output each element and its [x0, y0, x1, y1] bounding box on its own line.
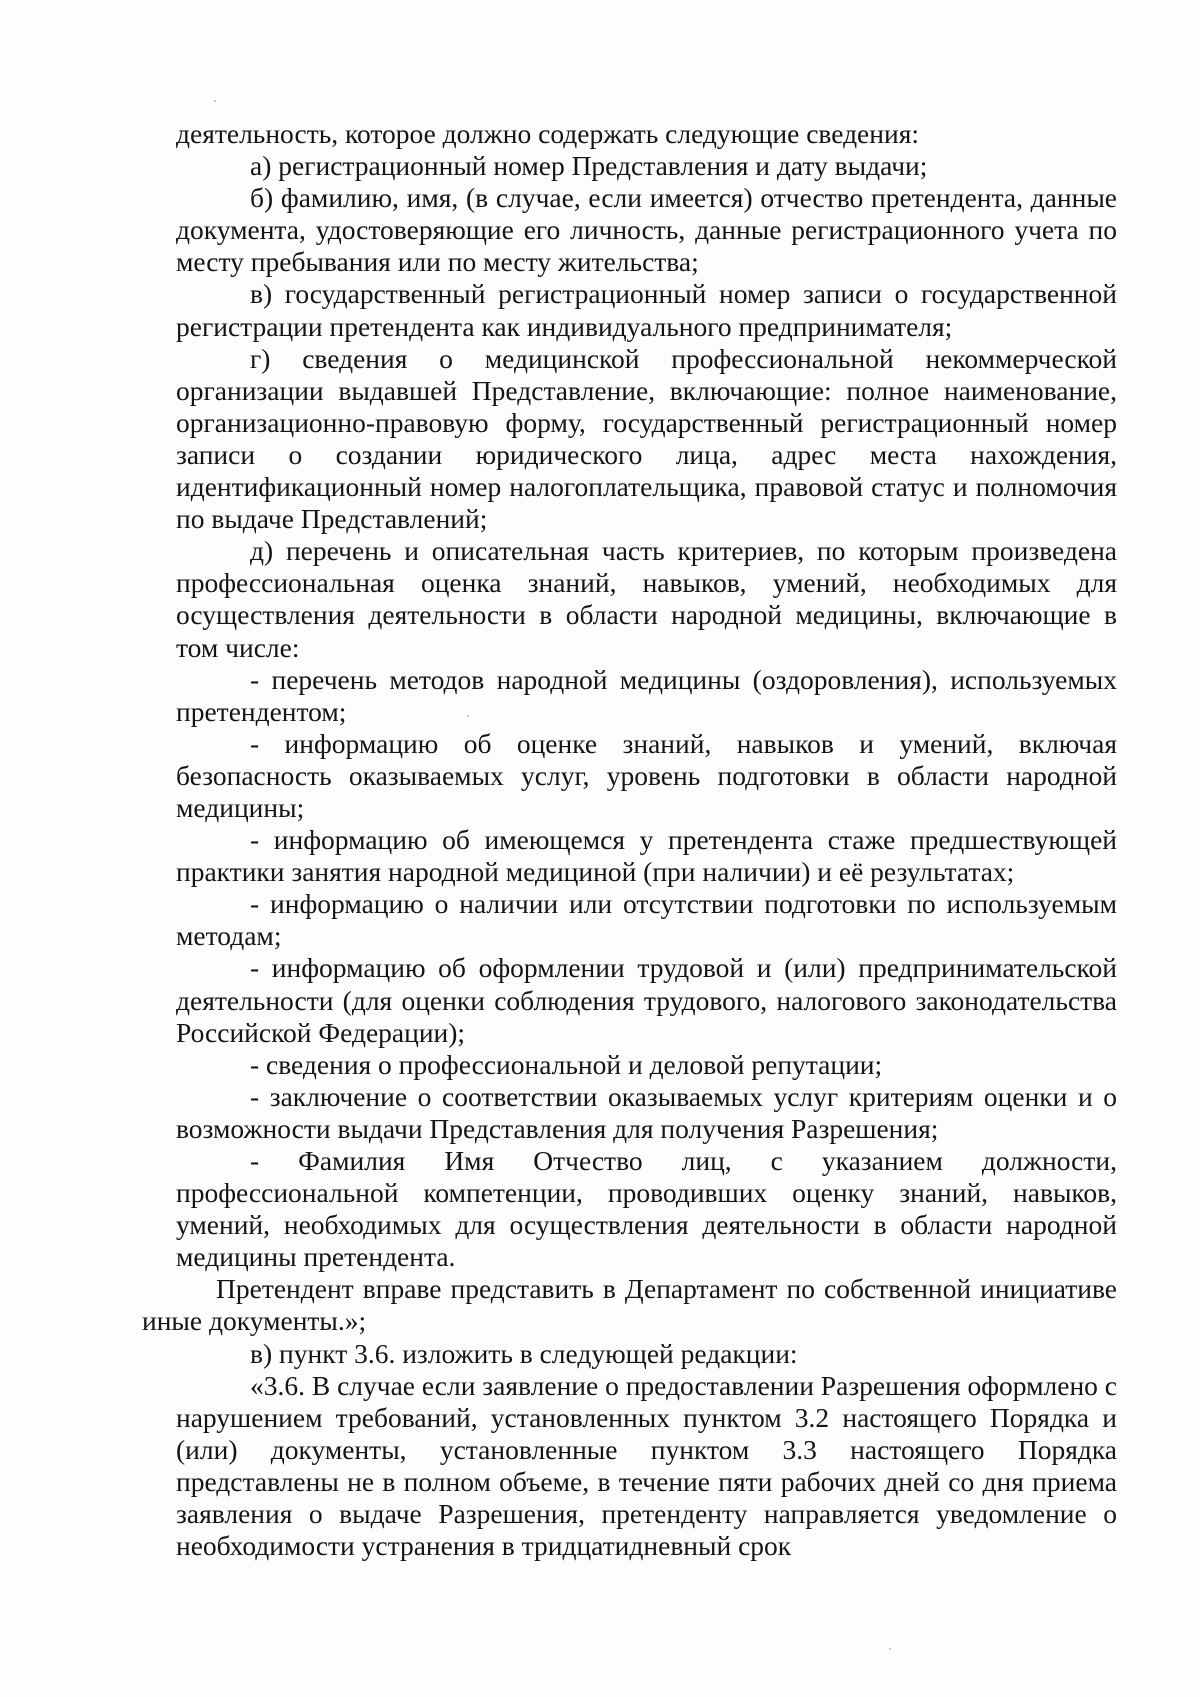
paragraph-item-a: а) регистрационный номер Представления и дату выдачи; — [250, 150, 928, 182]
document-body — [142, 118, 1117, 1562]
list-item-conclusion: - заключение о соответствии оказываемых услуг критериям оценки и о возможности выдачи Представления для получения Разрешения; — [176, 1080, 1117, 1144]
list-item-assessors: - Фамилия Имя Отчество лиц, с указанием должности, профессиональной компетенции, проводивших оценку знаний, навыков, умений, необходимых для осуществления деятельности в области народной медицины претендента. — [176, 1145, 1117, 1273]
list-item-employment: - информацию об оформлении трудовой и (или) предпринимательской деятельности (для оценки соблюдения трудового, налогового законодательства Российской Федерации); — [176, 952, 1117, 1048]
scan-speck — [214, 100, 216, 102]
paragraph-item-g: г) сведения о медицинской профессиональной некоммерческой организации выдавшей Представление, включающие: полное наименование, организационно-правовую форму, государственный регистрационный номер записи о создании юридического лица, адрес места нахождения, идентификационный номер налогоплательщика, правовой статус и полномочия по выдаче Представлений; — [176, 342, 1117, 535]
list-item-training: - информацию о наличии или отсутствии подготовки по используемым методам; — [176, 888, 1117, 952]
paragraph-item-v: в) государственный регистрационный номер записи о государственной регистрации претендента как индивидуального предпринимателя; — [176, 278, 1117, 342]
paragraph-other-documents: Претендент вправе представить в Департамент по собственной инициативе иные документы.»; — [142, 1273, 1117, 1337]
scan-speck — [889, 1648, 891, 1650]
paragraph-item-d: д) перечень и описательная часть критериев, по которым произведена профессиональная оценка знаний, навыков, умений, необходимых для осуществления деятельности в области народной медицины, включающие в том числе: — [176, 535, 1117, 663]
paragraph-clause-3-6: «3.6. В случае если заявление о предоставлении Разрешения оформлено с нарушением требований, установленных пунктом 3.2 настоящего Порядка и (или) документы, установленные пунктом 3.3 настоящего Порядка представлены не в полном объеме, в течение пяти рабочих дней со дня приема заявления о выдаче Разрешения, претенденту направляется уведомление о необходимости устранения в тридцатидневный срок — [176, 1369, 1117, 1562]
scan-speck — [467, 715, 469, 717]
paragraph-item-b: б) фамилию, имя, (в случае, если имеется) отчество претендента, данные документа, удостоверяющие его личность, данные регистрационного учета по месту пребывания или по месту жительства; — [176, 182, 1117, 278]
list-item-experience: - информацию об имеющемся у претендента стаже предшествующей практики занятия народной медициной (при наличии) и её результатах; — [176, 824, 1117, 888]
paragraph-continuation: деятельность, которое должно содержать следующие сведения: — [176, 118, 919, 149]
list-item-methods: - перечень методов народной медицины (оздоровления), используемых претендентом; — [176, 663, 1117, 727]
paragraph-item-3-6-intro: в) пункт 3.6. изложить в следующей редакции: — [250, 1337, 798, 1369]
list-item-reputation: - сведения о профессиональной и деловой репутации; — [250, 1048, 883, 1080]
list-item-assessment: - информацию об оценке знаний, навыков и умений, включая безопасность оказываемых услуг, уровень подготовки в области народной медицины; — [176, 727, 1117, 823]
